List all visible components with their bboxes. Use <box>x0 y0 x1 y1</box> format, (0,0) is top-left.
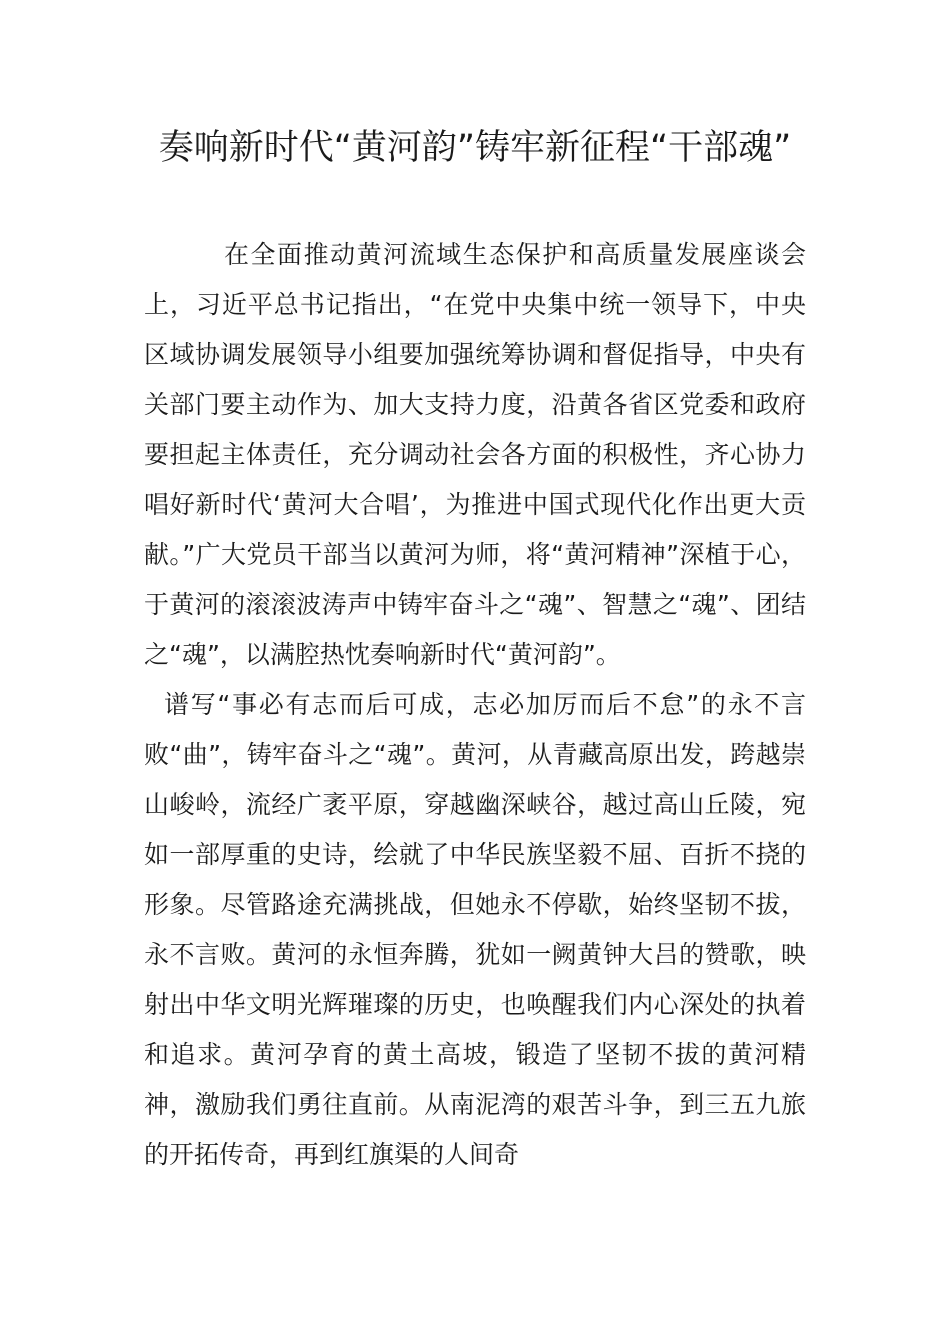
paragraph-intro: 在全面推动黄河流域生态保护和高质量发展座谈会上，习近平总书记指出，“在党中央集中统一领导下，中央区域协调发展领导小组要加强统筹协调和督促指导，中央有关部门要主动作为、加大支持力度，沿黄各省区党委和政府要担起主体责任，充分调动社会各方面的积极性，齐心协力唱好新时代‘黄河大合唱’，为推进中国式现代化作出更大贡献。”广大党员干部当以黄河为师，将“黄河精神”深植于心，于黄河的滚滚波涛声中铸牢奋斗之“魂”、智慧之“魂”、团结之“魂”，以满腔热忱奏响新时代“黄河韵”。 <box>144 240 806 669</box>
paragraph-struggle-soul: 谱写“事必有志而后可成，志必加厉而后不怠”的永不言败“曲”，铸牢奋斗之“魂”。黄河，从青藏高原出发，跨越崇山峻岭，流经广袤平原，穿越幽深峡谷，越过高山丘陵，宛如一部厚重的史诗，绘就了中华民族坚毅不屈、百折不挠的形象。尽管路途充满挑战，但她永不停歇，始终坚韧不拔，永不言败。黄河的永恒奔腾，犹如一阙黄钟大吕的赞歌，映射出中华文明光辉璀璨的历史，也唤醒我们内心深处的执着和追求。黄河孕育的黄土高坡，锻造了坚韧不拔的黄河精神，激励我们勇往直前。从南泥湾的艰苦斗争，到三五九旅的开拓传奇，再到红旗渠的人间奇 <box>144 690 806 1169</box>
document-title: 奏响新时代“黄河韵”铸牢新征程“干部魂” <box>158 128 792 168</box>
document-body <box>144 230 806 1180</box>
